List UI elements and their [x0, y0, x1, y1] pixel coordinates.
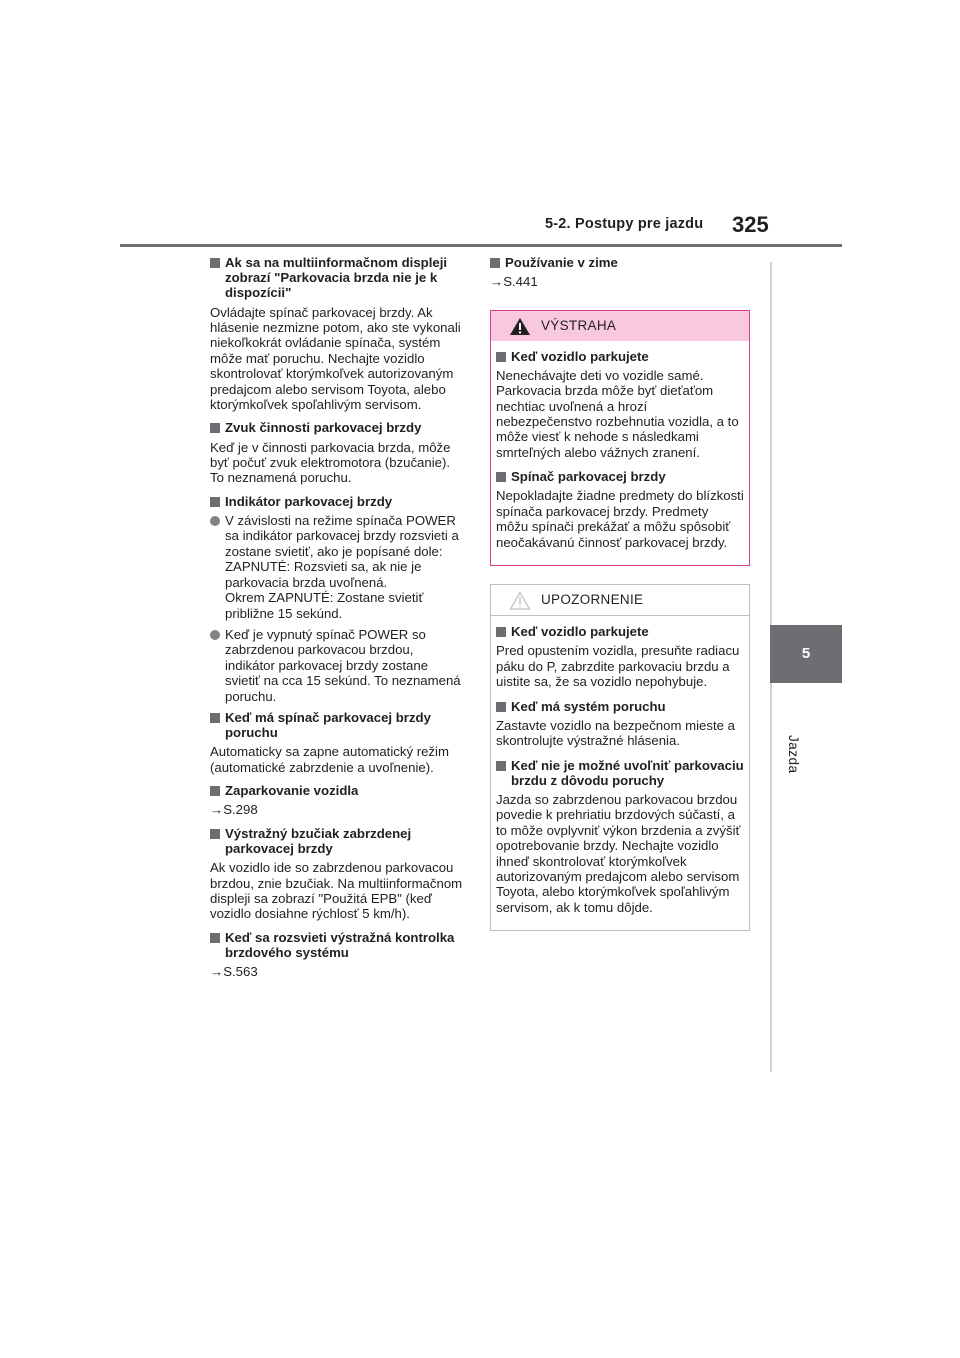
page-reference: →S.563 — [210, 964, 258, 980]
caution-box-header — [491, 585, 749, 616]
section-heading — [210, 710, 466, 740]
section-title: 5-2. Postupy pre jazdu — [545, 216, 704, 232]
warning-box-title: VÝSTRAHA — [541, 317, 617, 333]
caution-box-body — [491, 616, 749, 930]
heading-text: Keď má spínač parkovacej brzdy poruchu — [225, 709, 431, 741]
warning-triangle-icon — [509, 317, 531, 347]
section-heading — [496, 349, 744, 364]
warning-box-body — [491, 341, 749, 565]
section-heading — [496, 624, 744, 639]
body-text: Nepokladajte žiadne predmety do blízkosti spínača parkovacej brzdy. Predmety môžu spínači prekážať a môžu spôsobiť neočakávanú činnosť parkovacej brzdy. — [496, 488, 744, 550]
section-heading — [490, 255, 750, 270]
heading-text: Používanie v zime — [505, 255, 618, 270]
caution-triangle-outline-icon — [509, 591, 531, 621]
round-bullet-icon — [210, 630, 220, 640]
page-reference: →S.298 — [210, 802, 258, 818]
square-bullet-icon — [496, 702, 506, 712]
body-text: Pred opustením vozidla, presuňte radiacu páku do P, zabrzdite parkovaciu brzdu a uistite sa, že sa vozidlo nepohybuje. — [496, 643, 740, 690]
header-rule — [120, 244, 842, 247]
warning-box-header — [491, 311, 749, 341]
section-heading — [210, 255, 466, 301]
right-column — [490, 255, 750, 931]
body-text: Jazda so zabrzdenou parkovacou brzdou povedie k prehriatiu brzdových súčastí, a to môže ovplyvniť výkon brzdenia a zvýšiť opotrebovanie brzdy. Nechajte vozidlo ihneď skontrolovať ktorýmkoľvek autorizovaným predajcom alebo servisom Toyota, alebo ktorýmkoľvek spoľahlivým servisom, ak k tomu dôjde. — [496, 791, 741, 915]
heading-text: Spínač parkovacej brzdy — [511, 469, 666, 485]
heading-text: Zvuk činnosti parkovacej brzdy — [225, 420, 422, 436]
heading-text: Keď má systém poruchu — [511, 698, 666, 714]
body-text: Nenechávajte deti vo vozidle samé. Parkovacia brzda môže byť dieťaťom nechtiac uvoľnená a hrozí nebezpečenstvo rozbehnutia vozidla, a to môže viesť k nehode s následkami smrteľných alebo vážnych zranení. — [496, 367, 739, 460]
caution-box — [490, 584, 750, 931]
round-bullet-icon — [210, 516, 220, 526]
chapter-tab: 5 — [770, 625, 842, 683]
square-bullet-icon — [210, 423, 220, 433]
section-heading — [496, 758, 744, 788]
heading-text: Keď nie je možné uvoľniť parkovaciu brzdu z dôvodu poruchy — [511, 757, 744, 788]
body-text: Ovládajte spínač parkovacej brzdy. Ak hlásenie nezmizne potom, ako ste vykonali niekoľkokrát ovládanie spínača, systém môže mať poruchu. Nechajte vozidlo skontrolovať ktorýmkoľvek autorizovaným predajcom alebo servisom Toyota, alebo ktorýmkoľvek spoľahlivým servisom. — [210, 304, 461, 413]
square-bullet-icon — [210, 933, 220, 943]
list-item-text: V závislosti na režime spínača POWER sa indikátor parkovacej brzdy rozsvieti a zostane svietiť, ako je popísané dole: ZAPNUTÉ: Rozsvieti sa, ak nie je parkovacia brzda uvoľnená. Okrem ZAPNUTÉ: Zostane svietiť približne 15 sekúnd. — [225, 513, 459, 621]
square-bullet-icon — [496, 761, 506, 771]
page-number: 325 — [732, 212, 769, 237]
heading-text: Výstražný bzučiak zabrzdenej parkovacej brzdy — [225, 825, 412, 856]
section-heading — [210, 930, 466, 960]
square-bullet-icon — [210, 713, 220, 723]
section-heading — [210, 494, 466, 509]
square-bullet-icon — [210, 497, 220, 507]
square-bullet-icon — [210, 258, 220, 268]
page-reference: →S.441 — [490, 274, 538, 290]
list-item — [210, 627, 466, 704]
body-text: Keď je v činnosti parkovacia brzda, môže byť počuť zvuk elektromotora (bzučanie). To neznamená poruchu. — [210, 439, 451, 486]
section-heading — [210, 826, 466, 856]
heading-text: Ak sa na multiinformačnom displeji zobrazí "Parkovacia brzda nie je k dispozícii" — [225, 255, 448, 301]
heading-text: Keď sa rozsvieti výstražná kontrolka brzdového systému — [225, 929, 455, 961]
heading-text: Keď vozidlo parkujete — [511, 348, 649, 364]
body-text: Automaticky sa zapne automatický režim (automatické zabrzdenie a uvoľnenie). — [210, 744, 449, 775]
section-heading — [210, 783, 466, 798]
section-heading — [210, 420, 466, 435]
heading-text: Keď vozidlo parkujete — [511, 624, 649, 640]
square-bullet-icon — [496, 472, 506, 482]
heading-text: Indikátor parkovacej brzdy — [225, 493, 393, 509]
list-item-text: Keď je vypnutý spínač POWER so zabrzdenou parkovacou brzdou, indikátor parkovacej brzdy zostane svietiť na cca 15 sekúnd. To neznamená poruchu. — [225, 626, 461, 704]
body-text: Ak vozidlo ide so zabrzdenou parkovacou brzdou, znie bzučiak. Na multiinformačnom displeji sa zobrazí "Použitá EPB" (keď vozidlo dosiahne rýchlosť 5 km/h). — [210, 860, 463, 922]
warning-box — [490, 310, 750, 566]
left-column — [210, 255, 466, 988]
section-heading — [496, 469, 744, 484]
square-bullet-icon — [210, 786, 220, 796]
square-bullet-icon — [496, 627, 506, 637]
chapter-label: Jazda — [786, 735, 801, 774]
square-bullet-icon — [490, 258, 500, 268]
section-heading — [496, 699, 744, 714]
square-bullet-icon — [210, 829, 220, 839]
heading-text: Zaparkovanie vozidla — [225, 783, 359, 799]
caution-box-title: UPOZORNENIE — [541, 592, 644, 608]
square-bullet-icon — [496, 352, 506, 362]
list-item — [210, 513, 466, 621]
body-text: Zastavte vozidlo na bezpečnom mieste a skontrolujte výstražné hlásenia. — [496, 717, 735, 749]
